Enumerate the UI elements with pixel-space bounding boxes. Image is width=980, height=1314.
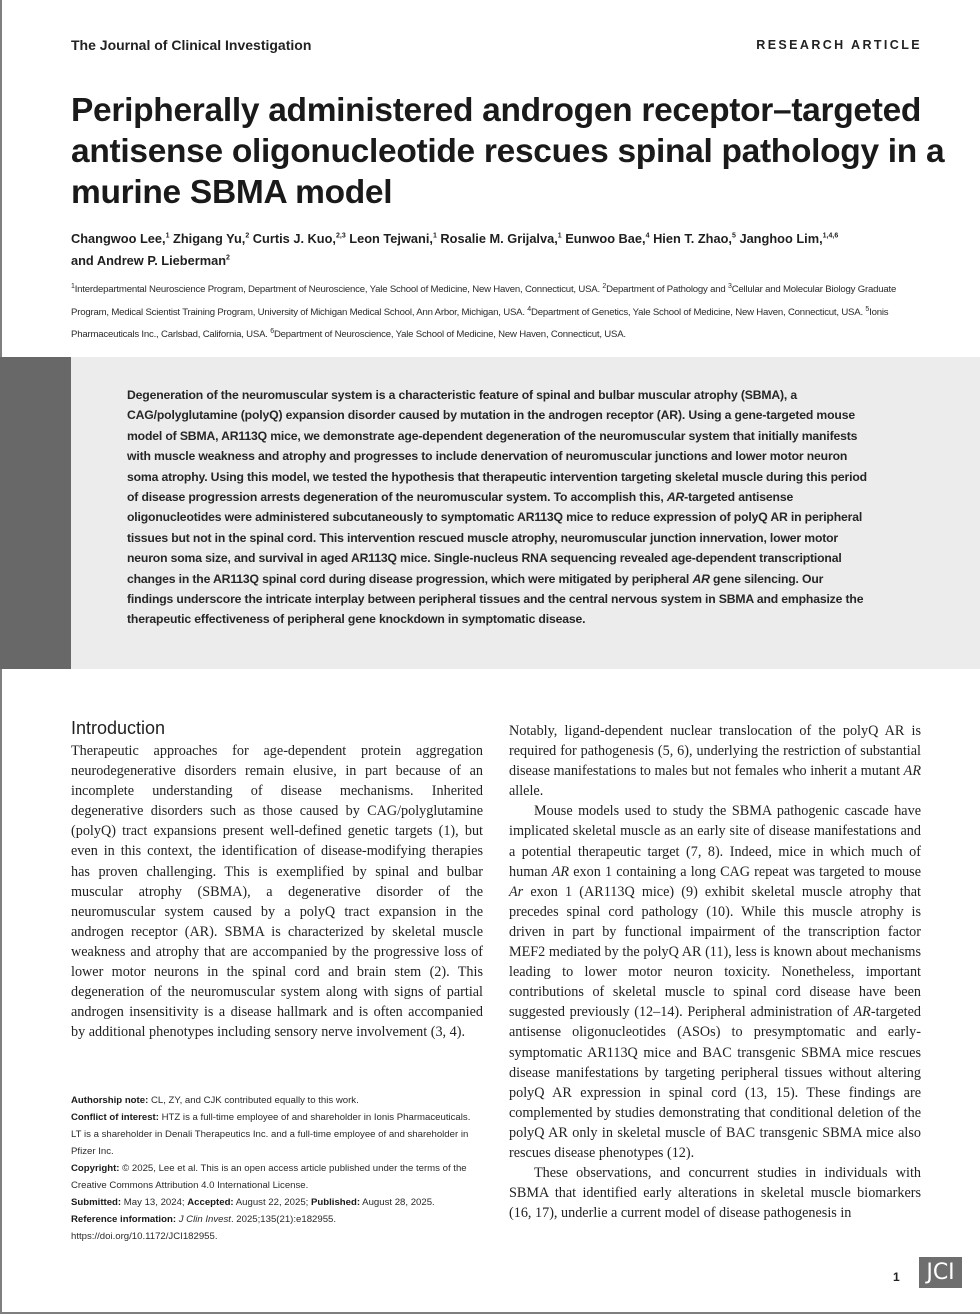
reference-information: Reference information: J Clin Invest. 2025;135(21):e182955. [71,1214,337,1225]
body-column-left [71,741,483,1042]
jci-logo: JCI [919,1257,962,1288]
page-number: 1 [893,1270,900,1284]
author: Curtis J. Kuo,$^{2,3}$ [252,231,346,246]
article-title: Peripherally administered androgen receptor–targeted antisense oligonucleotide rescues spinal pathology in a murine SBMA model [71,92,945,211]
introduction-heading: Introduction [71,718,166,738]
journal-name: The Journal of Clinical Investigation [71,37,312,53]
author: Changwoo Lee,$^1$ [71,231,170,246]
author: Rosalie M. Grijalva,$^1$ [440,231,562,246]
author: Eunwoo Bae,$^4$ [565,231,650,246]
publication-dates: Submitted: May 13, 2024; Accepted: August 22, 2025; Published: August 28, 2025. [71,1197,435,1208]
copyright-note: Copyright: © 2025, Lee et al. This is an open access article published under the terms of the Creative Commons Attribution 4.0 International License. [71,1163,467,1191]
footnotes [71,1092,483,1245]
author: Leon Tejwani,$^1$ [349,231,437,246]
authorship-note: Authorship note: CL, ZY, and CJK contributed equally to this work. [71,1095,359,1106]
author-list [71,228,931,272]
author: and Andrew P. Lieberman$^2$ [71,253,230,268]
author: Janghoo Lim,$^{1,4,6}$ [739,231,839,246]
conflict-of-interest: Conflict of interest: HTZ is a full-time employee of and shareholder in Ionis Pharmaceuticals. LT is a shareholder in Denali Therapeutics Inc. and a full-time employee of and shareholder in Pfizer Inc. [71,1112,471,1157]
author: Zhigang Yu,$^2$ [173,231,250,246]
abstract-accent-bar [0,357,71,669]
abstract-text: Degeneration of the neuromuscular system is a characteristic feature of spinal and bulbar muscular atrophy (SBMA), a CAG/polyglutamine (polyQ) expansion disorder caused by mutation in the androgen receptor (AR). Using a gene-targeted mouse model of SBMA, AR113Q mice, we demonstrate age-dependent degeneration of the neuromuscular system that initially manifests with muscle weakness and atrophy and progresses to include denervation of neuromuscular junctions and lower motor neuron soma atrophy. Using this model, we tested the hypothesis that therapeutic intervention targeting skeletal muscle during this period of disease progression arrests degeneration of the neuromuscular system. To accomplish this, AR-targeted antisense oligonucleotides were administered subcutaneously to symptomatic AR113Q mice to reduce expression of polyQ AR in peripheral tissues but not in the spinal cord. This intervention rescued muscle atrophy, neuromuscular junction innervation, lower motor neuron soma size, and survival in aged AR113Q mice. Single-nucleus RNA sequencing revealed age-dependent transcriptional changes in the AR113Q spinal cord during disease progression, which were mitigated by peripheral AR gene silencing. Our findings underscore the intricate interplay between peripheral tissues and the central nervous system in SBMA and emphasize the therapeutic effectiveness of peripheral gene knockdown in symptomatic disease. [127,388,867,627]
intro-paragraph: Notably, ligand-dependent nuclear translocation of the polyQ AR is required for pathogenesis (5, 6), underlying the restriction of substantial disease manifestations to males but not females who inherit a mutant AR allele. [509,723,921,800]
affiliations: $^1$Interdepartmental Neuroscience Program, Department of Neuroscience, Yale School of Medicine, New Haven, Connecticut, USA. $^2$Department of Pathology and $^3$Cellular and Molecular Biology Graduate Program, Medical Scientist Training Program, University of Michigan Medical School, Ann Arbor, Michigan, USA. $^4$Department of Genetics, Yale School of Medicine, New Haven, Connecticut, USA. $^5$Ionis Pharmaceuticals Inc., Carlsbad, California, USA. $^6$Department of Neuroscience, Yale School of Medicine, New Haven, Connecticut, USA. [71,282,897,340]
body-column-right [509,721,921,1223]
article-type-label: RESEARCH ARTICLE [756,38,922,52]
author: Hien T. Zhao,$^5$ [653,231,736,246]
doi-link[interactable]: https://doi.org/10.1172/JCI182955. [71,1231,218,1242]
intro-paragraph: Therapeutic approaches for age-dependent protein aggregation neurodegenerative disorders remain elusive, in part because of an incomplete understanding of disease mechanisms. Inherited degenerative disorders such as those caused by CAG/polyglutamine (polyQ) tract expansions present well-defined genetic targets (1), but even in this context, the identification of disease-modifying therapies has proven challenging. This is exemplified by spinal and bulbar muscular atrophy (SBMA), a degenerative disorder of the neuromuscular system caused by a polyQ tract expansion in the androgen receptor (AR). SBMA is characterized by skeletal muscle weakness and atrophy that are accompanied by the progressive loss of lower motor neurons in the spinal cord and brain stem (2). This degeneration of the neuromuscular system along with signs of partial androgen insensitivity is a disease hallmark and is often accompanied by additional phenotypes including sensory nerve involvement (3, 4). [71,743,483,1041]
intro-paragraph: Mouse models used to study the SBMA pathogenic cascade have implicated skeletal muscle as an early site of disease manifestations and a potential therapeutic target (7, 8). Indeed, mice in which much of human AR exon 1 containing a long CAG repeat was targeted to mouse Ar exon 1 (AR113Q mice) (9) exhibit skeletal muscle atrophy that precedes spinal cord pathology (10). While this muscle atrophy is driven in part by functional impairment of the transcription factor MEF2 mediated by the polyQ AR (11), less is known about mechanisms leading to lower motor neuron toxicity. Nonetheless, important contributions of skeletal muscle to spinal cord disease have been suggested previously (12–14). Peripheral administration of AR-targeted antisense oligonucleotides (ASOs) to presymptomatic and early-symptomatic AR113Q mice and BAC transgenic SBMA mice rescues disease manifestations by targeting peripheral tissues without altering polyQ AR expression in spinal cord (13, 15). These findings are complemented by studies demonstrating that conditional deletion of the polyQ AR only in skeletal muscle of BAC transgenic SBMA mice also rescues disease phenotypes (12). [509,803,921,1161]
intro-paragraph: These observations, and concurrent studies in individuals with SBMA that identified early alterations in skeletal muscle biomarkers (16, 17), underlie a current model of disease pathogenesis in [509,1165,921,1222]
